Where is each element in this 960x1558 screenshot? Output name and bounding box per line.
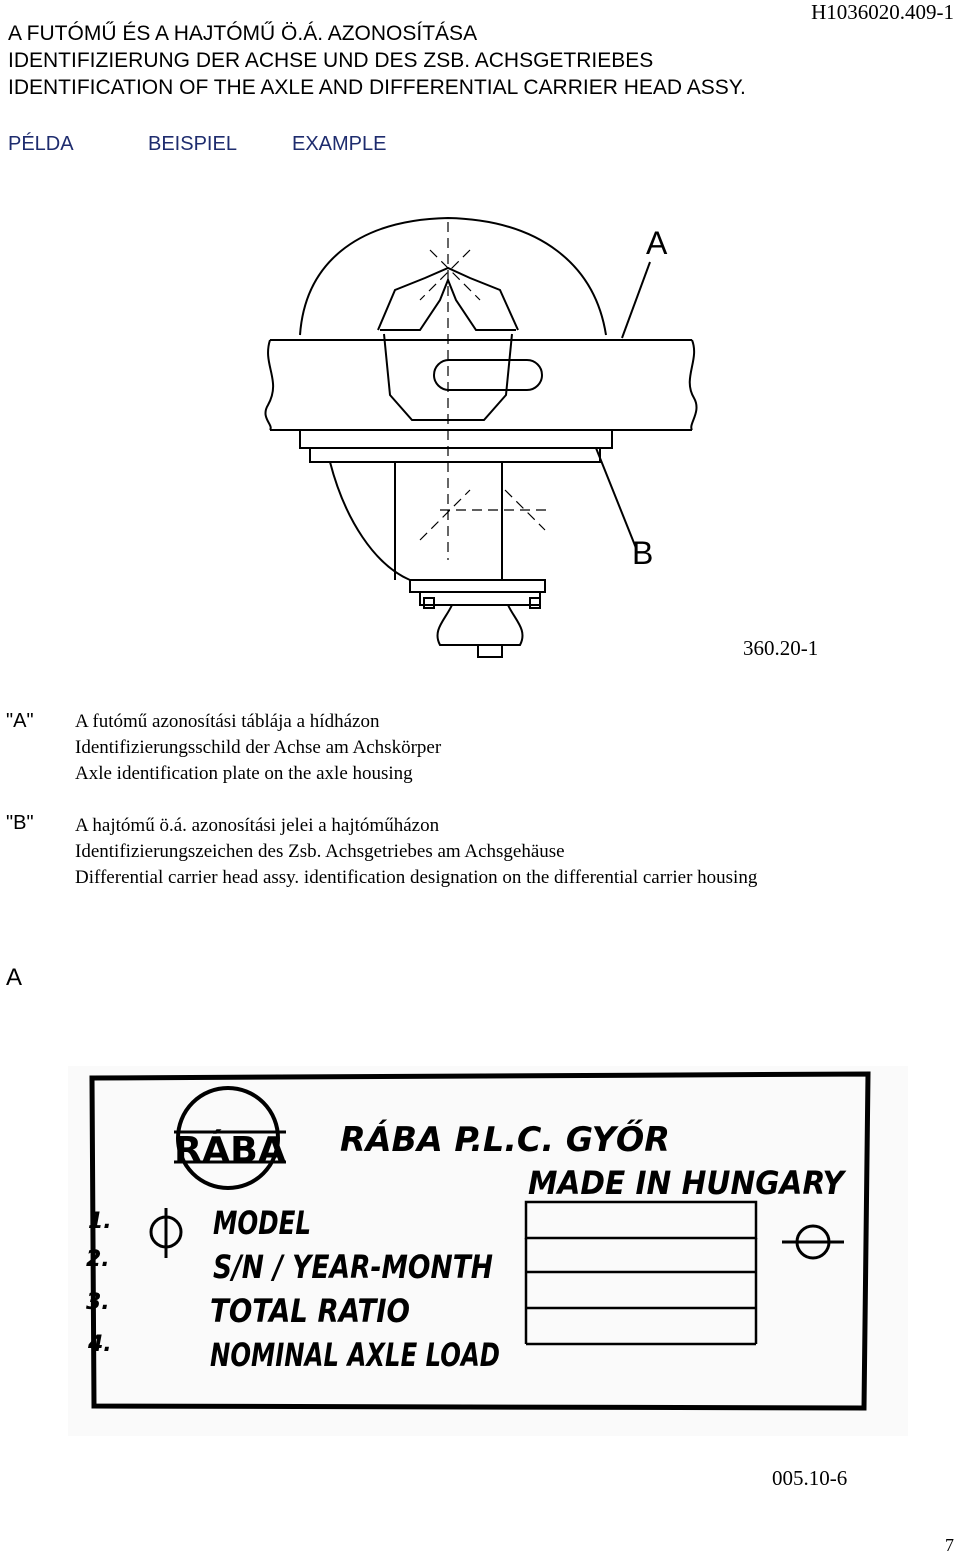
legend-b-line-de: Identifizierungszeichen des Zsb. Achsgetriebes am Achsgehäuse — [75, 841, 565, 862]
plate-row-2-num: 2. — [86, 1247, 110, 1272]
title-german: IDENTIFIZIERUNG DER ACHSE UND DES ZSB. ACHSGETRIEBES — [8, 49, 654, 72]
legend-key-a: "A" — [6, 710, 34, 732]
logo-text: RÁBA — [174, 1130, 285, 1171]
figure-1-ref: 360.20-1 — [743, 636, 819, 660]
legend-b-line-hu: A hajtómű ö.á. azonosítási jelei a hajtóműházon — [75, 815, 440, 836]
plate-row-4-label: NOMINAL AXLE LOAD — [210, 1336, 500, 1374]
section-label-a: A — [6, 964, 23, 991]
example-label-en: EXAMPLE — [292, 133, 387, 155]
callout-a: A — [646, 225, 668, 261]
document-number: H1036020.409-1 — [811, 0, 954, 24]
example-label-hu: PÉLDA — [8, 133, 74, 155]
plate-row-2-label: S/N / YEAR-MONTH — [213, 1248, 494, 1286]
example-label-de: BEISPIEL — [148, 133, 237, 155]
figure-2-ref: 005.10-6 — [772, 1466, 848, 1490]
title-hungarian: A FUTÓMŰ ÉS A HAJTÓMŰ Ö.Á. AZONOSÍTÁSA — [8, 22, 478, 45]
legend-a-line-en: Axle identification plate on the axle housing — [75, 763, 413, 784]
plate-company: RÁBA P.L.C. GYŐR — [340, 1120, 677, 1160]
page-number: 7 — [945, 1535, 954, 1555]
legend-b-line-en: Differential carrier head assy. identification designation on the differential carrier housing — [75, 867, 758, 888]
plate-row-3-label: TOTAL RATIO — [210, 1292, 410, 1330]
identification-plate — [68, 1066, 908, 1436]
legend-a-line-hu: A futómű azonosítási táblája a hídházon — [75, 711, 380, 732]
plate-row-1-label: MODEL — [213, 1204, 311, 1242]
axle-carrier-drawing — [0, 190, 960, 670]
title-english: IDENTIFICATION OF THE AXLE AND DIFFERENTIAL CARRIER HEAD ASSY. — [8, 76, 746, 99]
plate-origin: MADE IN HUNGARY — [528, 1164, 847, 1202]
plate-row-4-num: 4. — [88, 1332, 112, 1357]
callout-b: B — [632, 535, 654, 571]
legend-key-b: "B" — [6, 812, 34, 834]
plate-row-3-num: 3. — [86, 1290, 110, 1315]
plate-row-1-num: 1. — [88, 1209, 112, 1234]
legend-a-line-de: Identifizierungsschild der Achse am Achskörper — [75, 737, 442, 758]
